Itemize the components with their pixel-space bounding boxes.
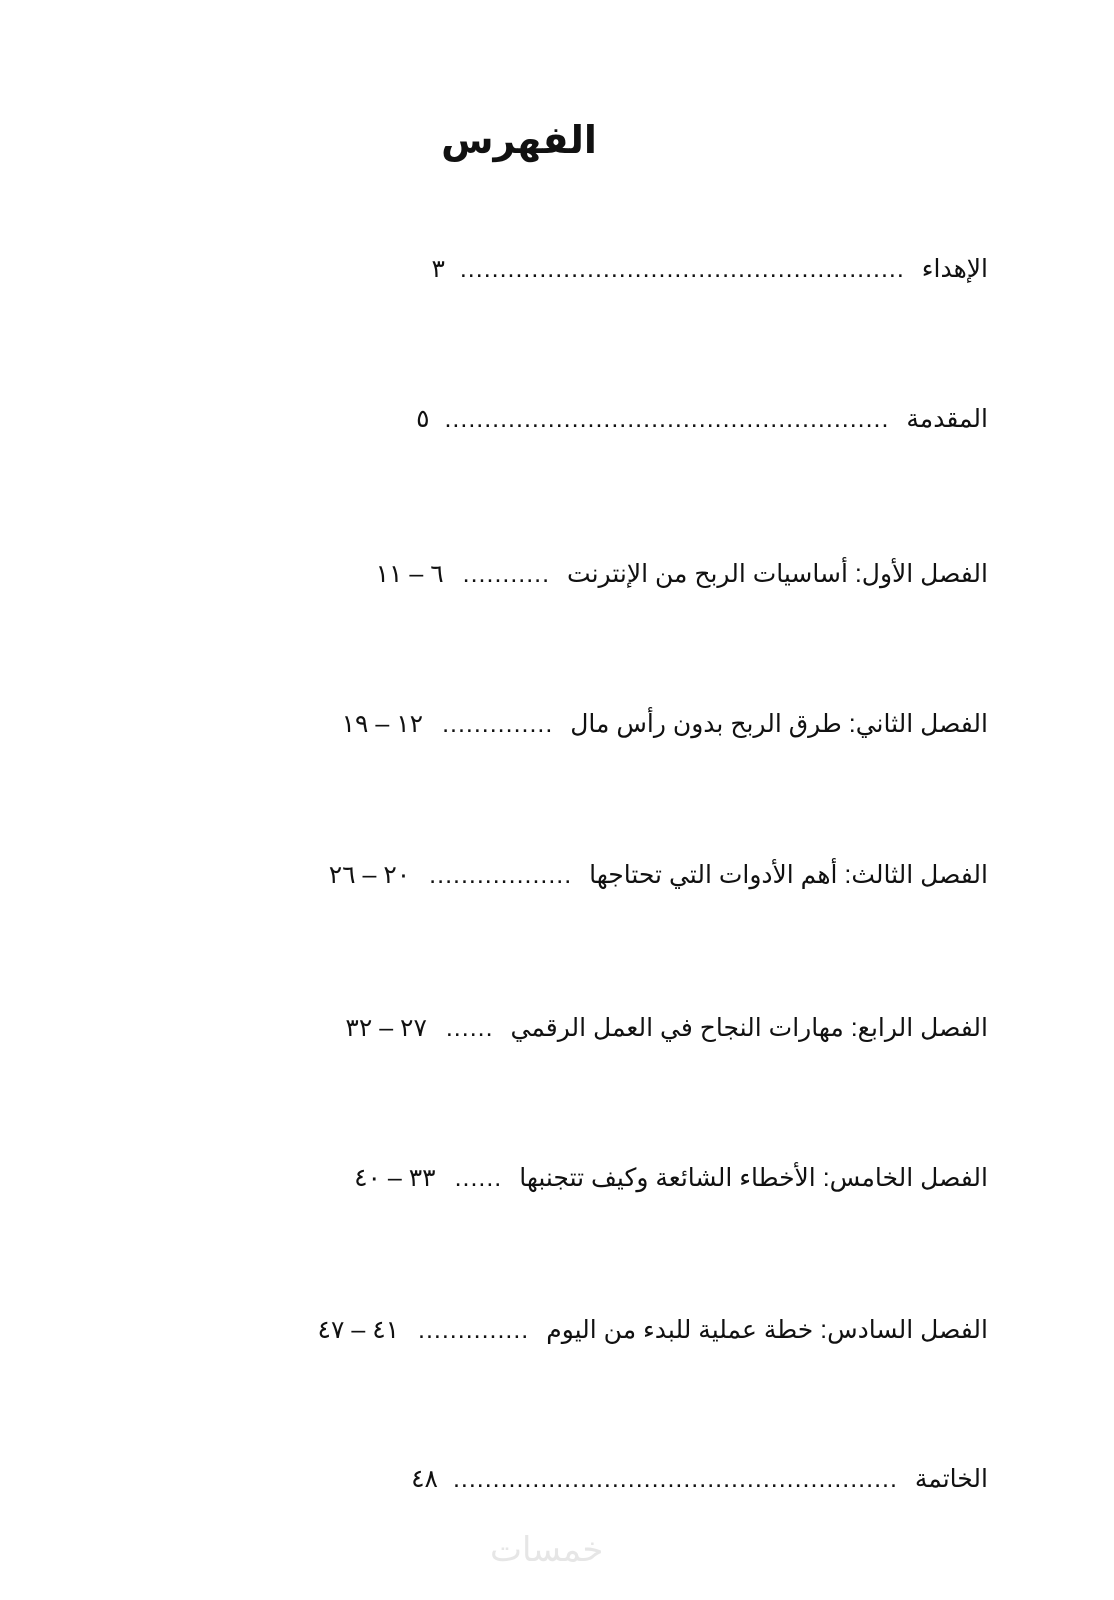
toc-entry-leader: ........................................................ [444, 405, 890, 433]
toc-entry-label: الفصل الرابع: مهارات النجاح في العمل الرقمي [510, 1014, 988, 1042]
toc-entry-leader: .............. [442, 710, 554, 738]
toc-entry-leader: ...... [454, 1164, 503, 1192]
toc-entry-chapter-4 [345, 1011, 988, 1045]
toc-entry-page: ٢٠ – ٢٦ [328, 861, 411, 889]
toc-entry-label: الفصل الثالث: أهم الأدوات التي تحتاجها [589, 861, 988, 889]
toc-entry-label: المقدمة [906, 405, 988, 433]
toc-entry-page: ٤١ – ٤٧ [317, 1316, 400, 1344]
toc-entry-page: ٤٨ [411, 1465, 438, 1493]
toc-entry-page: ٣٣ – ٤٠ [354, 1164, 436, 1192]
toc-entry-leader: .................. [429, 861, 573, 889]
page-title: الفهرس [441, 120, 597, 162]
toc-entry-leader: ........................................................ [459, 255, 905, 283]
toc-entry-label: الخاتمة [914, 1465, 988, 1493]
toc-entry-leader: .............. [418, 1316, 530, 1344]
toc-entry-page: ٢٧ – ٣٢ [345, 1014, 427, 1042]
toc-entry-introduction [416, 402, 988, 436]
toc-entry-page: ١٢ – ١٩ [341, 710, 424, 738]
toc-entry-dedication [431, 252, 988, 286]
toc-entry-leader: ...... [445, 1014, 494, 1042]
toc-entry-chapter-6 [318, 1313, 988, 1347]
toc-entry-page: ٥ [416, 405, 430, 433]
watermark-logo: خمسات [490, 1531, 604, 1569]
toc-entry-chapter-5 [354, 1161, 988, 1195]
toc-entry-chapter-3 [329, 858, 988, 892]
toc-entry-label: الفصل الثاني: طرق الربح بدون رأس مال [570, 710, 988, 738]
toc-entry-label: الإهداء [921, 255, 988, 283]
toc-entry-chapter-2 [342, 707, 988, 741]
toc-entry-page: ٣ [431, 255, 445, 283]
toc-entry-label: الفصل الأول: أساسيات الربح من الإنترنت [567, 560, 988, 588]
toc-entry-chapter-1 [376, 557, 988, 591]
toc-entry-label: الفصل الخامس: الأخطاء الشائعة وكيف تتجنبها [519, 1164, 988, 1192]
toc-entry-leader: ........... [462, 560, 551, 588]
toc-entry-label: الفصل السادس: خطة عملية للبدء من اليوم [546, 1316, 988, 1344]
toc-entry-page: ٦ – ١١ [375, 560, 444, 588]
toc-entry-leader: ........................................................ [452, 1465, 898, 1493]
toc-entry-conclusion [411, 1462, 988, 1496]
